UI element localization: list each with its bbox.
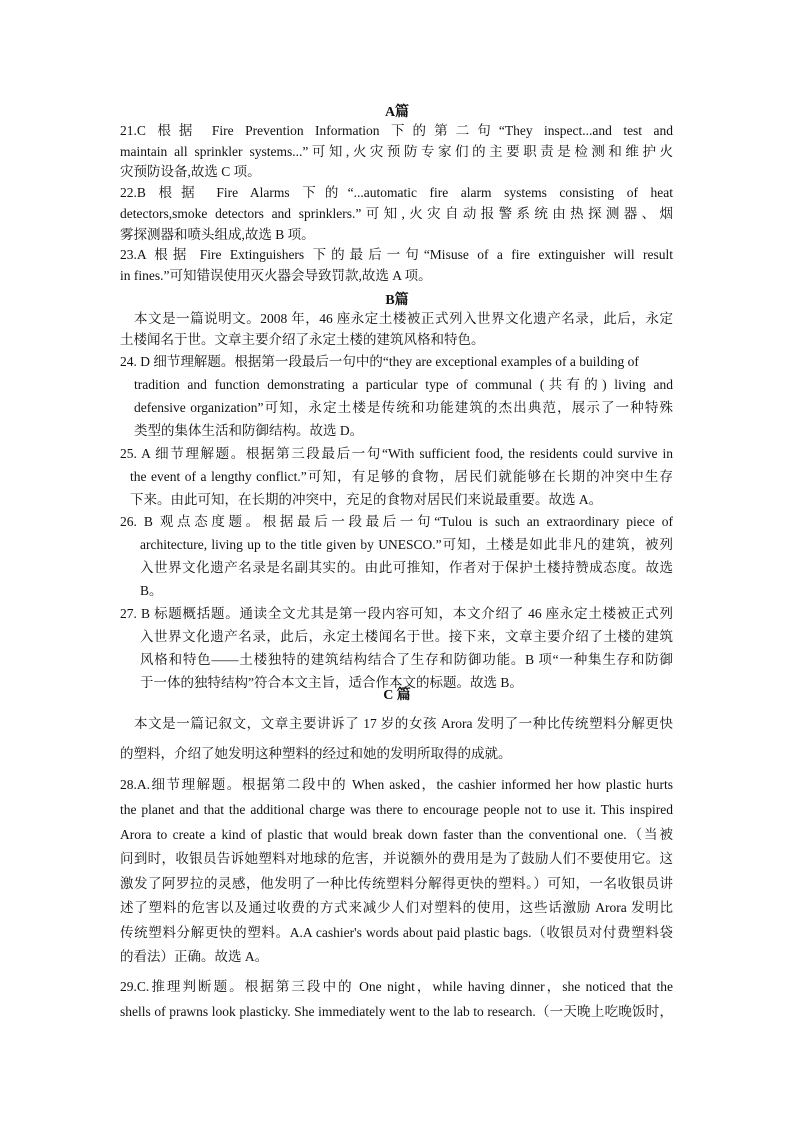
text-line: 的看法）正确。故选 A。 [120, 949, 269, 964]
text-line: 雾探测器和喷头组成,故选 B 项。 [120, 227, 315, 242]
text-line: maintain all sprinkler systems...”可知,火灾预防专家们的主要职责是检测和维护火 [120, 144, 673, 159]
text-line: architecture, living up to the title given by UNESCO.”可知，土楼是如此非凡的建筑，被列 [140, 537, 673, 552]
text-line: 入世界文化遗产名录是名副其实的。由此可推知，作者对于保护土楼持赞成态度。故选 [140, 560, 673, 575]
text-line: 下来。由此可知，在长期的冲突中，充足的食物对居民们来说最重要。故选 A。 [130, 492, 603, 507]
text-line: shells of prawns look plasticky. She immediately went to the lab to research.（一天晚上吃晚饭时， [120, 1004, 673, 1019]
text-line: 本文是一篇记叙文，文章主要讲诉了 17 岁的女孩 Arora 发明了一种比传统塑料分解更快 [134, 716, 673, 731]
text-line: B。 [140, 583, 163, 598]
text-line: 的塑料，介绍了她发明这种塑料的经过和她的发明所取得的成就。 [120, 746, 512, 761]
text-line: the event of a lengthy conflict.”可知，有足够的食物，居民们就能够在长期的冲突中生存 [130, 469, 673, 484]
text-line: 本文是一篇说明文。2008 年，46 座永定土楼被正式列入世界文化遗产名录，此后，永定 [134, 311, 673, 326]
text-line: 述了塑料的危害以及通过收费的方式来减少人们对塑料的使用，这些话激励 Arora 发明比 [120, 900, 673, 915]
text-line: 26. B 观点态度题。根据最后一段最后一句“Tulou is such an extraordinary piece of [120, 514, 673, 529]
text-line: 风格和特色——土楼独特的建筑结构结合了生存和防御功能。B 项“一种集生存和防御 [140, 652, 673, 667]
text-line: Arora to create a kind of plastic that would break down faster than the conventional one.（当被 [120, 827, 673, 842]
section-b-heading: B篇 [385, 293, 409, 308]
text-line: tradition and function demonstrating a particular type of communal (共有的) living and [134, 377, 673, 392]
text-line: in fines.”可知错误使用灭火器会导致罚款,故选 A 项。 [120, 268, 432, 283]
text-line: 21.C 根据 Fire Prevention Information 下的第二句“They inspect...and test and [120, 123, 673, 138]
text-line: 24. D 细节理解题。根据第一段最后一句中的“they are exceptional examples of a building of [120, 354, 639, 369]
text-line: 传统塑料分解更快的塑料。A.A cashier's words about paid plastic bags.（收银员对付费塑料袋 [120, 925, 673, 940]
section-c-heading: C 篇 [383, 688, 411, 703]
text-line: 问到时，收银员告诉她塑料对地球的危害，并说额外的费用是为了鼓励人们不要使用它。这 [120, 851, 673, 866]
text-line: 25. A 细节理解题。根据第三段最后一句“With sufficient food, the residents could survive in [120, 446, 673, 461]
text-line: defensive organization”可知，永定土楼是传统和功能建筑的杰出典范，展示了一种特殊 [134, 400, 673, 415]
text-line: 于一体的独特结构”符合本文主旨，适合作本文的标题。故选 B。 [140, 675, 523, 690]
text-line: 27. B 标题概括题。通读全文尤其是第一段内容可知，本文介绍了 46 座永定土楼被正式列 [120, 606, 673, 621]
text-line: 29.C.推理判断题。根据第三段中的 One night，while having dinner，she noticed that the [120, 979, 673, 994]
text-line: 28.A.细节理解题。根据第二段中的 When asked，the cashier informed her how plastic hurts [120, 777, 673, 792]
text-line: 入世界文化遗产名录，此后，永定土楼闻名于世。接下来，文章主要介绍了土楼的建筑 [140, 629, 673, 644]
text-line: 激发了阿罗拉的灵感，他发明了一种比传统塑料分解得更快的塑料。）可知，一名收银员讲 [120, 876, 673, 891]
text-line: the planet and that the additional charge was there to encourage people not to use it. This inspired [120, 802, 673, 817]
text-line: 22.B 根据 Fire Alarms 下的“...automatic fire alarm systems consisting of heat [120, 185, 673, 200]
text-line: 灾预防设备,故选 C 项。 [120, 164, 261, 179]
text-line: 土楼闻名于世。文章主要介绍了永定土楼的建筑风格和特色。 [120, 332, 485, 347]
section-a-heading: A篇 [384, 105, 410, 120]
text-line: detectors,smoke detectors and sprinklers.”可知,火灾自动报警系统由热探测器、烟 [120, 206, 673, 221]
text-line: 23.A 根据 Fire Extinguishers 下的最后一句“Misuse of a fire extinguisher will result [120, 247, 673, 262]
text-line: 类型的集体生活和防御结构。故选 D。 [134, 423, 364, 438]
